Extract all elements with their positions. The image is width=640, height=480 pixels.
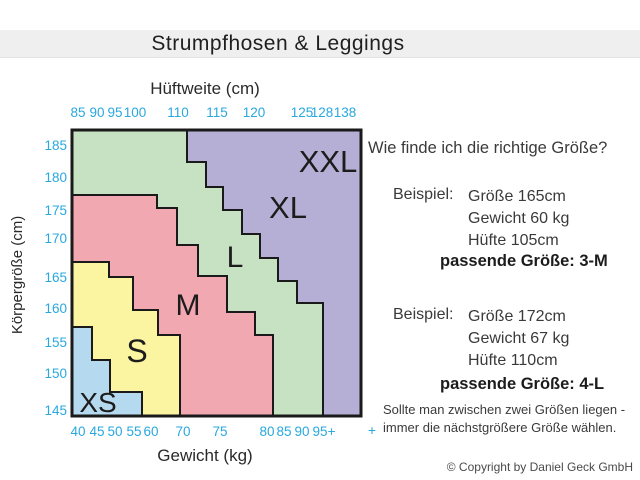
example-2 [393,306,569,372]
tick-kg-85: 85 [276,424,292,439]
region-label-xl: XL [269,190,307,225]
tick-kg-50: 50 [107,424,123,439]
left-axis-title: Körpergröße (cm) [9,215,26,335]
tick-kg-55: 55 [126,424,142,439]
tick-cm-185: 185 [44,138,67,153]
tick-kg-40: 40 [70,424,86,439]
example-1-values [468,186,569,252]
tick-kg-45: 45 [89,424,105,439]
tick-hip-138: 138 [333,105,357,120]
example-1-result: passende Größe: 3-M [440,252,608,270]
region-label-s: S [126,333,148,369]
guide-heading: Wie finde ich die richtige Größe? [368,139,608,157]
tick-cm-160: 160 [44,301,67,316]
tick-cm-180: 180 [44,170,67,185]
example-2-values [468,306,569,372]
tick-cm-165: 165 [44,270,67,285]
region-label-l: L [226,241,244,274]
tick-hip-120: 120 [242,105,266,120]
top-axis-title: Hüftweite (cm) [150,79,260,98]
tick-hip-85: 85 [70,105,86,120]
tick-cm-170: 170 [44,231,67,246]
example-2-label: Beispiel: [393,306,454,323]
size-note [383,401,639,437]
example-2-result: passende Größe: 4-L [440,375,605,393]
plus-mark: + [367,422,377,438]
tick-hip-128: 128 [310,105,334,120]
bottom-axis-title: Gewicht (kg) [157,446,253,465]
tick-cm-155: 155 [44,335,67,350]
size-note-line2: immer die nächstgrößere Größe wählen. [383,420,617,435]
tick-kg-60: 60 [143,424,159,439]
tick-kg-75: 75 [212,424,228,439]
tick-kg-80: 80 [259,424,275,439]
copyright: © Copyright by Daniel Geck GmbH [446,460,633,474]
example-1-label: Beispiel: [393,186,454,203]
tick-hip-100: 100 [123,105,147,120]
example-2-weight: Gewicht 67 kg [468,330,570,347]
tick-kg-90: 90 [294,424,310,439]
tick-kg-95p: 95+ [312,424,336,439]
tick-hip-95: 95 [107,105,123,120]
size-note-line1: Sollte man zwischen zwei Größen liegen - [383,402,626,417]
example-1-weight: Gewicht 60 kg [468,210,570,227]
example-1-height: Größe 165cm [468,188,566,205]
tick-cm-150: 150 [44,366,67,381]
tick-hip-110: 110 [167,105,189,120]
top-axis-ticks [70,105,356,120]
tick-cm-145: 145 [44,403,67,418]
example-2-height: Größe 172cm [468,308,566,325]
region-label-xxl: XXL [298,144,358,179]
tick-hip-125: 125 [290,105,314,120]
example-1 [393,186,569,252]
bottom-axis-ticks [70,424,335,439]
tick-hip-90: 90 [89,105,105,120]
example-1-hip: Hüfte 105cm [468,232,559,249]
page-title: Strumpfhosen & Leggings [151,31,405,55]
region-label-xs: XS [79,387,117,418]
tick-kg-70: 70 [175,424,191,439]
region-label-m: M [175,289,201,322]
left-axis-ticks [44,138,67,418]
tick-hip-115: 115 [206,105,228,120]
example-2-hip: Hüfte 110cm [468,352,558,369]
tick-cm-175: 175 [44,203,67,218]
